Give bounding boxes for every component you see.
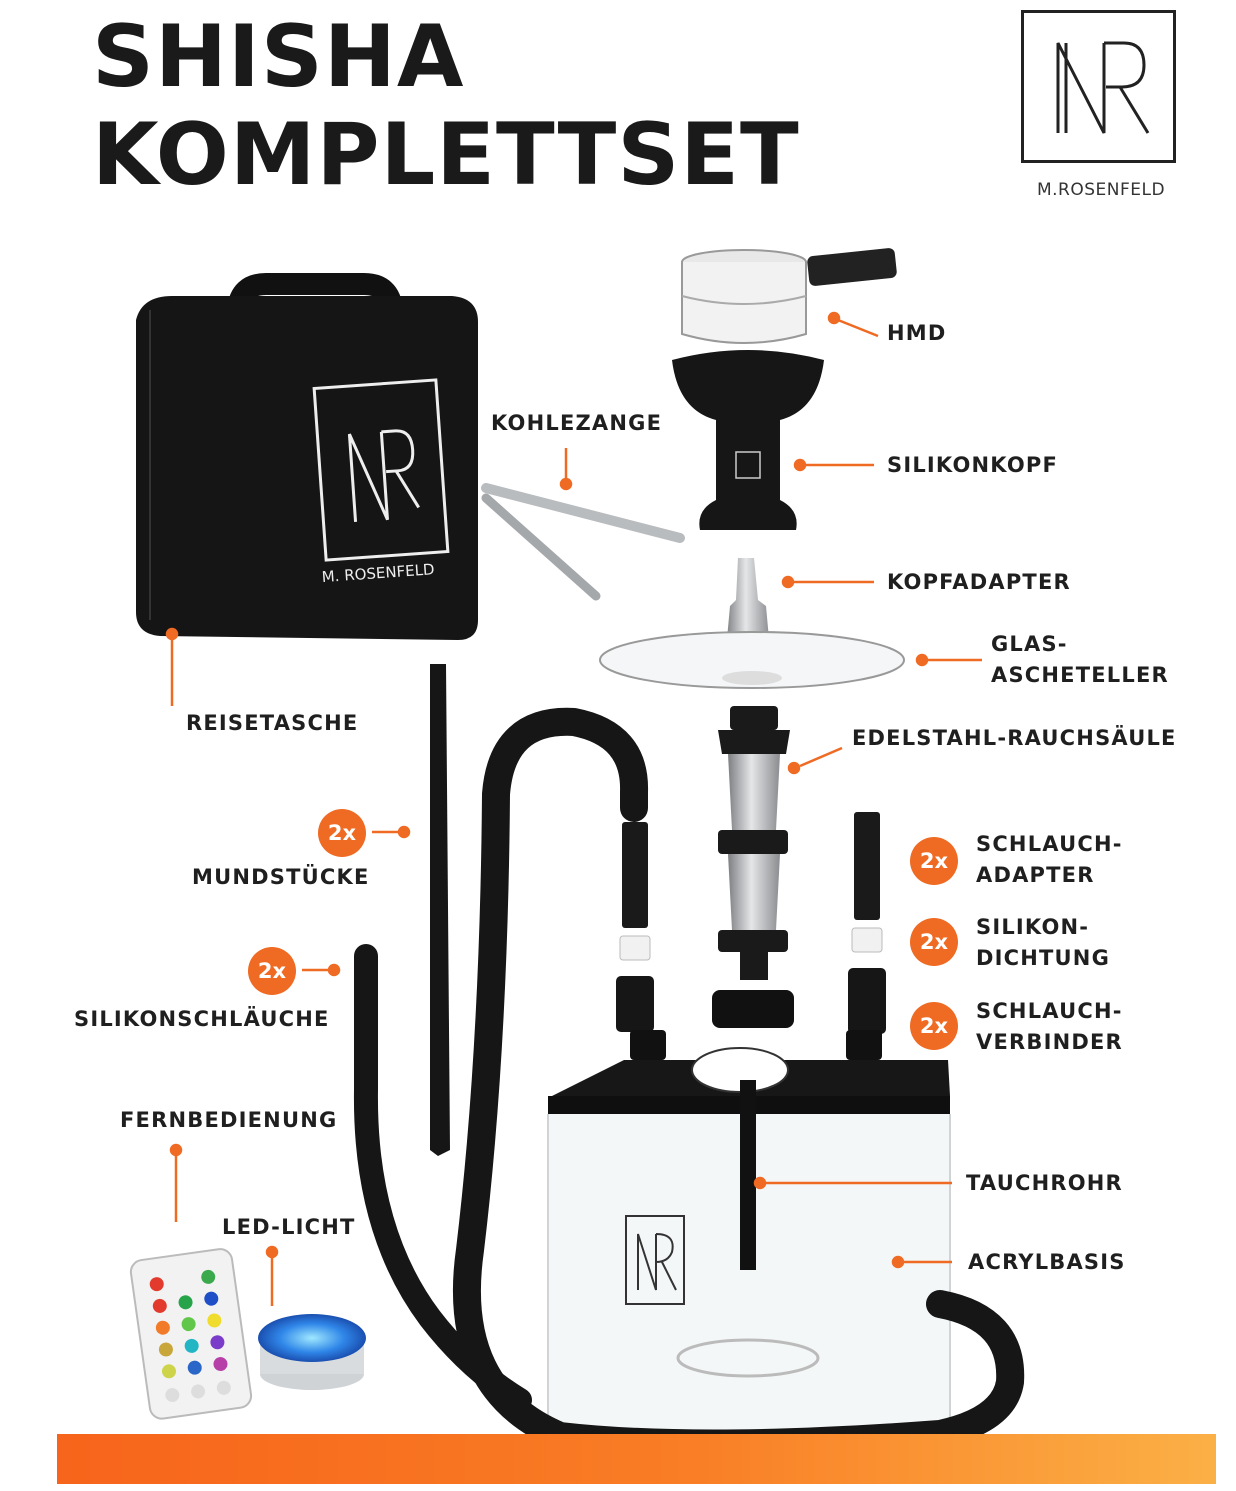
- travel-bag-illustration: [136, 284, 478, 640]
- right-hose-parts-illustration: [848, 812, 886, 1034]
- label-kohlezange: KOHLEZANGE: [491, 411, 663, 435]
- label-hmd: HMD: [887, 321, 947, 345]
- mouthpiece-illustration: [430, 664, 450, 1156]
- label-tauchrohr: TAUCHROHR: [966, 1171, 1123, 1195]
- label-glas-ascheteller: [991, 629, 1169, 691]
- label-kopfadapter: KOPFADAPTER: [887, 570, 1071, 594]
- led-light-illustration: [258, 1314, 366, 1390]
- badge-schlauchadapter: 2x: [910, 837, 958, 885]
- tongs-illustration: [486, 488, 680, 596]
- label-acrylbasis: ACRYLBASIS: [968, 1250, 1126, 1274]
- badge-silikondichtung: 2x: [910, 918, 958, 966]
- acrylic-base-illustration: [548, 1030, 950, 1436]
- brand-name: M.ROSENFELD: [1036, 180, 1166, 200]
- hmd-illustration: [682, 247, 897, 343]
- label-schlauchverbinder: [976, 996, 1123, 1058]
- label-schlauchadapter-line-2: ADAPTER: [976, 863, 1095, 887]
- label-silikondichtung: [976, 912, 1110, 974]
- label-silikondichtung-line-1: SILIKON-: [976, 915, 1090, 939]
- title-line-1: SHISHA: [92, 7, 465, 107]
- label-schlauchadapter-line-1: SCHLAUCH-: [976, 832, 1123, 856]
- bag-brand-text: M. ROSENFELD: [321, 560, 436, 587]
- label-led-licht: LED-LICHT: [222, 1215, 356, 1239]
- label-mundstuecke: MUNDSTÜCKE: [192, 865, 370, 889]
- label-glas-line-1: GLAS-: [991, 632, 1068, 656]
- badge-mundstuecke: 2x: [318, 809, 366, 857]
- label-silikondichtung-line-2: DICHTUNG: [976, 946, 1111, 970]
- label-schlauchverbinder-line-2: VERBINDER: [976, 1030, 1123, 1054]
- label-schlauchverbinder-line-1: SCHLAUCH-: [976, 999, 1123, 1023]
- badge-schlauchverbinder: 2x: [910, 1002, 958, 1050]
- bottom-accent-bar: [57, 1434, 1216, 1484]
- left-hose-parts-illustration: [616, 822, 654, 1032]
- title-line-2: KOMPLETTSET: [92, 105, 800, 205]
- label-rauchsaeule: EDELSTAHL-RAUCHSÄULE: [852, 726, 1177, 750]
- label-glas-line-2: ASCHETELLER: [991, 663, 1169, 687]
- label-silikonschlaeuche: SILIKONSCHLÄUCHE: [74, 1007, 330, 1031]
- remote-control-illustration: [129, 1248, 252, 1421]
- badge-silikonschlaeuche: 2x: [248, 947, 296, 995]
- silicone-bowl-illustration: [672, 350, 824, 530]
- glass-tray-illustration: [600, 632, 904, 688]
- label-schlauchadapter: [976, 829, 1123, 891]
- label-silikonkopf: SILIKONKOPF: [887, 453, 1059, 477]
- label-reisetasche: REISETASCHE: [186, 711, 359, 735]
- stem-illustration: [712, 706, 794, 1028]
- label-fernbedienung: FERNBEDIENUNG: [120, 1108, 338, 1132]
